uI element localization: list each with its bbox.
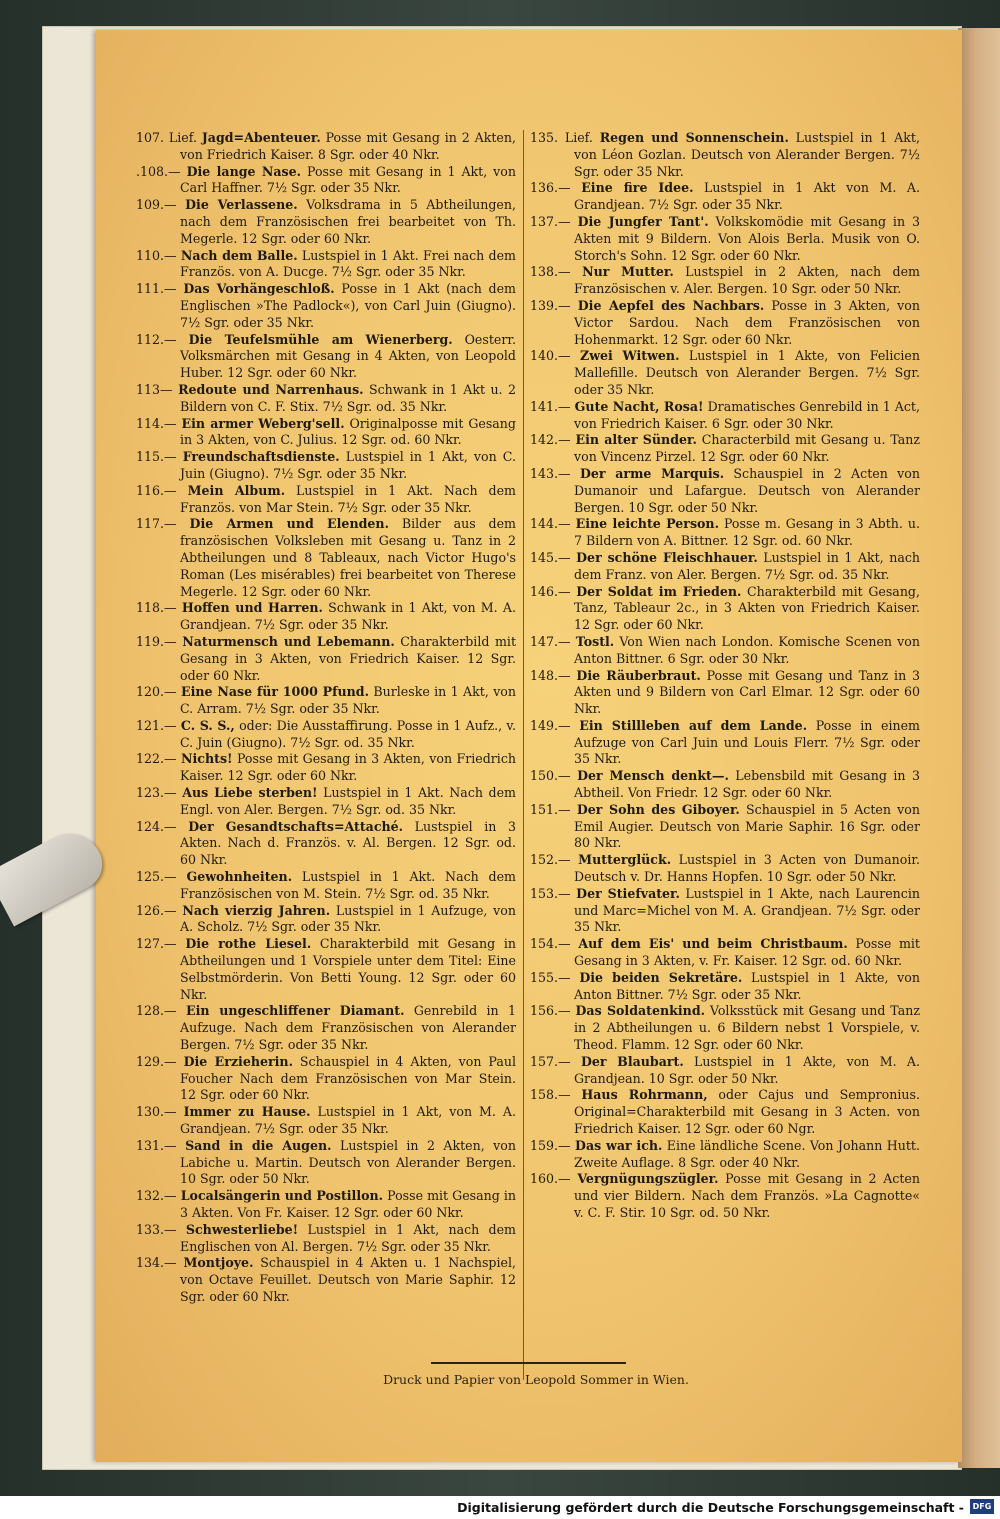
entry-title: Der Mensch denkt—.	[577, 768, 729, 784]
entry-title: Freundschaftsdienste.	[182, 449, 340, 465]
entry-description: Lustspiel in 3 Akten. Nach d. Französ. v. Al. Bergen. 12 Sgr. od. 60 Nkr.	[180, 818, 516, 868]
entry-title: Ein ungeschliffener Diamant.	[186, 1003, 405, 1019]
entry-title: Der Soldat im Frieden.	[576, 583, 742, 599]
entry-title: Die Teufelsmühle am Wienerberg.	[188, 331, 453, 347]
entry-title: Nur Mutter.	[582, 264, 674, 280]
entry-description: Von Wien nach London. Komische Scenen von Anton Bittner. 6 Sgr. oder 30 Nkr.	[574, 633, 920, 666]
catalog-entry	[530, 718, 920, 768]
entry-description: Lustspiel in 1 Akt. Nach dem Französischen von M. Stein. 7½ Sgr. od. 35 Nkr.	[180, 869, 516, 901]
entry-description: Lustspiel in 1 Akt. Nach dem Engl. von Aler. Bergen. 7½ Sgr. od. 35 Nkr.	[180, 785, 516, 817]
entry-description: Oesterr. Volksmärchen mit Gesang in 4 Akten, von Leopold Huber. 12 Sgr. oder 60 Nkr.	[180, 331, 517, 381]
catalog-entry	[136, 516, 516, 600]
entry-number: 126.—	[136, 902, 177, 918]
entry-number: 141.—	[530, 398, 571, 414]
catalog-entry	[136, 248, 516, 282]
entry-number: 153.—	[530, 885, 571, 901]
entry-description: Genrebild in 1 Aufzuge. Nach dem Französischen von Alerander Bergen. 7½ Sgr. oder 35 Nkr.	[180, 1003, 516, 1053]
entry-description: Posse mit Gesang in 1 Akt, von Carl Haffner. 7½ Sgr. oder 35 Nkr.	[180, 163, 516, 196]
catalog-entry	[530, 516, 920, 550]
catalog-entry	[136, 130, 516, 164]
entry-description: Lustspiel in 1 Akte, von M. A. Grandjean. 10 Sgr. oder 50 Nkr.	[574, 1053, 920, 1086]
entry-title: Vergnügungszügler.	[577, 1171, 719, 1187]
entry-title: Aus Liebe sterben!	[182, 785, 318, 801]
entry-number: 130.—	[136, 1104, 177, 1120]
entry-number: 111.—	[136, 281, 177, 297]
entry-description: Lustspiel in 2 Akten, von Labiche u. Martin. Deutsch von Alerander Bergen. 10 Sgr. oder 50 Nkr.	[180, 1137, 516, 1187]
entry-title: Haus Rohrmann,	[581, 1087, 708, 1103]
entry-number: 144.—	[530, 516, 571, 532]
entry-title: Der Stiefvater.	[576, 885, 680, 901]
entry-description: Posse mit Gesang in 2 Acten und vier Bildern. Nach dem Französ. »La Cagnotte« v. C. F. Stir. 10 Sgr. od. 50 Nkr.	[574, 1171, 920, 1220]
entry-number: 149.—	[530, 717, 571, 733]
entry-number: 157.—	[530, 1053, 571, 1069]
catalog-entry	[136, 600, 516, 634]
catalog-entry	[530, 298, 920, 348]
catalog-entry	[136, 634, 516, 684]
entry-number: 117.—	[136, 516, 177, 532]
catalog-entry	[136, 281, 516, 331]
catalog-entry	[136, 903, 516, 937]
entry-description: Lustspiel in 1 Aufzuge, von A. Scholz. 7½ Sgr. oder 35 Nkr.	[180, 902, 516, 935]
entry-title: Nach vierzig Jahren.	[182, 902, 331, 918]
entry-title: Die Aepfel des Nachbars.	[577, 297, 765, 313]
entry-title: Die Erzieherin.	[183, 1053, 293, 1069]
entry-description: Lustspiel in 1 Akt von M. A. Grandjean. 7½ Sgr. oder 35 Nkr.	[574, 180, 920, 213]
catalog-entry	[136, 751, 516, 785]
entry-description: Lustspiel in 1 Akt, nach dem Franz. von Aler. Bergen. 7½ Sgr. od. 35 Nkr.	[574, 549, 920, 582]
entry-title: Mutterglück.	[578, 852, 672, 868]
entry-title: Localsängerin und Postillon.	[180, 1188, 384, 1204]
catalog-entry	[136, 416, 516, 450]
entry-description: Posse in einem Aufzuge von Carl Juin und Louis Flerr. 7½ Sgr. oder 35 Nkr.	[574, 717, 920, 767]
entry-number: 140.—	[530, 348, 571, 364]
entry-description: Lustspiel in 3 Acten von Dumanoir. Deutsch v. Dr. Hanns Hopfen. 10 Sgr. oder 50 Nkr.	[574, 852, 920, 885]
catalog-entry	[136, 332, 516, 382]
catalog-entry	[530, 180, 920, 214]
entry-title: Auf dem Eis' und beim Christbaum.	[578, 936, 848, 952]
entry-title: Eine Nase für 1000 Pfund.	[181, 684, 369, 700]
entry-title: Schwesterliebe!	[185, 1221, 299, 1237]
entry-description: Lustspiel in 1 Akte, nach Laurencin und Marc=Michel von M. A. Grandjean. 7½ Sgr. oder 35 Nkr.	[574, 885, 920, 935]
entry-description: Schauspiel in 4 Akten, von Paul Foucher Nach dem Französischen von Mar Stein. 12 Sgr. oder 60 Nkr.	[180, 1053, 516, 1103]
catalog-entry	[530, 348, 920, 398]
entry-number: 142.—	[530, 432, 571, 448]
entry-number: 107. Lief.	[136, 130, 197, 145]
entry-number: 152.—	[530, 852, 571, 868]
entry-title: Der Gesandtschafts=Attaché.	[188, 818, 404, 834]
entry-description: Charakterbild mit Gesang, Tanz, Tableaur 2c., in 3 Akten von Friedrich Kaiser. 12 Sgr. oder 60 Nkr.	[574, 583, 920, 633]
entry-description: Charakterbild mit Gesang in Abtheilungen und 1 Vorspiele unter dem Titel: Eine Selbstmörderin. Von Betti Young. 12 Sgr. oder 60 Nkr.	[180, 936, 516, 1002]
entry-title: Der schöne Fleischhauer.	[576, 549, 758, 565]
catalog-entry	[530, 1054, 920, 1088]
dfg-logo: DFG	[970, 1499, 994, 1514]
catalog-entry	[136, 1255, 516, 1305]
catalog-entry	[136, 936, 516, 1003]
entry-number: 136.—	[530, 180, 571, 196]
entry-number: 134.—	[136, 1255, 177, 1271]
entry-description: oder: Die Ausstaffirung. Posse in 1 Aufz., v. C. Juin (Giugno). 7½ Sgr. od. 35 Nkr.	[180, 717, 516, 750]
entry-description: Schauspiel in 4 Akten u. 1 Nachspiel, von Octave Feuillet. Deutsch von Marie Saphir. 12 Sgr. oder 60 Nkr.	[180, 1255, 516, 1304]
entry-number: 159.—	[530, 1137, 571, 1153]
entry-title: Die lange Nase.	[186, 163, 302, 179]
catalog-entry	[530, 130, 920, 180]
entry-number: 124.—	[136, 818, 177, 834]
entry-description: Eine ländliche Scene. Von Johann Hutt. Zweite Auflage. 8 Sgr. oder 40 Nkr.	[574, 1137, 920, 1170]
catalog-entry	[530, 802, 920, 852]
entry-title: Die Armen und Elenden.	[189, 516, 389, 532]
entry-number: 150.—	[530, 768, 571, 784]
entry-number: 138.—	[530, 264, 571, 280]
catalog-entry	[530, 936, 920, 970]
entry-number: 133.—	[136, 1221, 177, 1237]
entry-description: oder Cajus und Sempronius. Original=Charakterbild mit Gesang in 3 Acten. von Friedrich Kaiser. 12 Sgr. oder 60 Ngr.	[574, 1087, 920, 1137]
entry-number: 156.—	[530, 1003, 571, 1019]
entry-description: Lebensbild mit Gesang in 3 Abtheil. Von Friedr. 12 Sgr. oder 60 Nkr.	[574, 768, 920, 801]
entry-description: Posse in 1 Akt (nach dem Englischen »The Padlock«), von Carl Juin (Giugno). 7½ Sgr. oder 35 Nkr.	[180, 281, 516, 330]
entry-number: 145.—	[530, 549, 571, 565]
entry-number: 128.—	[136, 1003, 177, 1019]
catalog-entry	[530, 214, 920, 264]
left-column	[136, 130, 516, 1306]
entry-number: 148.—	[530, 667, 571, 683]
entry-number: 118.—	[136, 600, 177, 616]
entry-description: Volkskomödie mit Gesang in 3 Akten mit 9 Bildern. Von Alois Berla. Musik von O. Storch's Sohn. 12 Sgr. oder 60 Nkr.	[574, 213, 921, 263]
entry-description: Lustspiel in 1 Akt, nach dem Englischen von Al. Bergen. 7½ Sgr. oder 35 Nkr.	[180, 1221, 516, 1254]
catalog-entry	[136, 684, 516, 718]
catalog-entry	[136, 785, 516, 819]
catalog-entry	[136, 869, 516, 903]
printer-imprint: Druck und Papier von Leopold Sommer in Wien.	[383, 1372, 689, 1387]
entry-number: 129.—	[136, 1053, 177, 1069]
catalog-entry	[530, 768, 920, 802]
entry-number: 119.—	[136, 633, 177, 649]
entry-title: Nach dem Balle.	[180, 247, 298, 263]
entry-title: Ein armer Weberg'sell.	[181, 415, 345, 431]
entry-number: 115.—	[136, 449, 177, 465]
entry-description: Posse m. Gesang in 3 Abth. u. 7 Bildern von A. Bittner. 12 Sgr. od. 60 Nkr.	[574, 516, 920, 549]
catalog-entry	[530, 399, 920, 433]
entry-title: Tostl.	[575, 633, 615, 649]
entry-description: Schwank in 1 Akt u. 2 Bildern von C. F. Stix. 7½ Sgr. od. 35 Nkr.	[180, 381, 516, 414]
entry-title: Regen und Sonnenschein.	[599, 130, 789, 145]
entry-number: 127.—	[136, 936, 177, 952]
catalog-entry	[136, 382, 516, 416]
catalog-entry	[136, 1104, 516, 1138]
entry-title: Die beiden Sekretäre.	[579, 969, 743, 985]
entry-number: 160.—	[530, 1171, 571, 1187]
entry-title: Hoffen und Harren.	[181, 600, 323, 616]
entry-number: 155.—	[530, 969, 571, 985]
entry-number: 131.—	[136, 1137, 177, 1153]
entry-description: Posse mit Gesang in 3 Akten. Von Fr. Kaiser. 12 Sgr. oder 60 Nkr.	[180, 1188, 516, 1220]
entry-title: Gewohnheiten.	[186, 869, 293, 885]
entry-description: Posse in 3 Akten, von Victor Sardou. Nach dem Französischen von Hohenmarkt. 12 Sgr. oder 60 Nkr.	[574, 297, 920, 347]
catalog-entry	[530, 466, 920, 516]
entry-title: Die Jungfer Tant'.	[577, 213, 709, 229]
entry-description: Volksdrama in 5 Abtheilungen, nach dem Französischen frei bearbeitet von Th. Megerle. 12 Sgr. oder 60 Nkr.	[180, 197, 516, 246]
entry-description: Dramatisches Genrebild in 1 Act, von Friedrich Kaiser. 6 Sgr. oder 30 Nkr.	[574, 398, 920, 431]
entry-title: C. S. S.,	[180, 717, 235, 733]
entry-description: Posse mit Gesang in 3 Akten, von Friedrich Kaiser. 12 Sgr. oder 60 Nkr.	[180, 751, 516, 784]
column-divider	[523, 130, 524, 1380]
catalog-page	[96, 30, 962, 1462]
entry-description: Characterbild mit Gesang u. Tanz von Vincenz Pirzel. 12 Sgr. oder 60 Nkr.	[574, 432, 921, 465]
entry-number: 135. Lief.	[530, 130, 593, 145]
entry-description: Bilder aus dem französischen Volksleben mit Gesang u. Tanz in 2 Abtheilungen und 8 Tableaux, nach Victor Hugo's Roman (Les misérables) frei bearbeitet von Therese Megerle. 12 Sgr. oder 60 Nkr.	[180, 516, 516, 599]
entry-description: Lustspiel in 1 Akt, von M. A. Grandjean. 7½ Sgr. oder 35 Nkr.	[180, 1104, 516, 1137]
entry-description: Lustspiel in 1 Akte, von Anton Bittner. 7½ Sgr. oder 35 Nkr.	[574, 969, 920, 1002]
entry-title: Das Soldatenkind.	[575, 1003, 706, 1019]
entry-description: Lustspiel in 1 Akt, von Léon Gozlan. Deutsch von Alerander Bergen. 7½ Sgr. oder 35 Nkr.	[574, 130, 920, 179]
catalog-entry	[530, 634, 920, 668]
entry-description: Lustspiel in 1 Akt, von C. Juin (Giugno). 7½ Sgr. oder 35 Nkr.	[180, 449, 516, 481]
entry-number: 137.—	[530, 213, 571, 229]
catalog-entry	[136, 1222, 516, 1256]
catalog-entry	[530, 668, 920, 718]
catalog-entry	[530, 264, 920, 298]
entry-description: Lustspiel in 1 Akt. Frei nach dem Französ. von A. Ducge. 7½ Sgr. oder 35 Nkr.	[180, 247, 516, 280]
entry-title: Immer zu Hause.	[183, 1104, 311, 1120]
entry-title: Die Räuberbraut.	[576, 667, 701, 683]
entry-number: 109.—	[136, 197, 177, 213]
entry-description: Volksstück mit Gesang und Tanz in 2 Abtheilungen u. 6 Bildern nebst 1 Vorspiele, v. Theod. Flamm. 12 Sgr. oder 60 Nkr.	[574, 1003, 920, 1053]
entry-description: Burleske in 1 Akt, von C. Arram. 7½ Sgr. oder 35 Nkr.	[180, 684, 516, 717]
entry-number: 154.—	[530, 936, 571, 952]
entry-number: 125.—	[136, 869, 177, 885]
entry-number: 113—	[136, 381, 173, 397]
entry-title: Ein alter Sünder.	[575, 432, 697, 448]
entry-number: 120.—	[136, 684, 177, 700]
entry-title: Mein Album.	[187, 482, 286, 498]
entry-title: Der Sohn des Giboyer.	[576, 801, 740, 817]
entry-number: 143.—	[530, 465, 571, 481]
catalog-entry	[530, 550, 920, 584]
entry-number: 114.—	[136, 415, 177, 431]
entry-number: 122.—	[136, 751, 177, 767]
entry-number: 123.—	[136, 785, 177, 801]
footer-rule	[431, 1362, 626, 1364]
entry-description: Schwank in 1 Akt, von M. A. Grandjean. 7½ Sgr. oder 35 Nkr.	[180, 600, 517, 633]
entry-description: Schauspiel in 5 Acten von Emil Augier. Deutsch von Marie Saphir. 16 Sgr. oder 80 Nkr.	[574, 801, 920, 851]
entry-title: Der arme Marquis.	[579, 465, 725, 481]
entry-number: 139.—	[530, 297, 571, 313]
entry-number: 112.—	[136, 331, 177, 347]
entry-description: Lustspiel in 1 Akte, von Felicien Mallefille. Deutsch von Alerander Bergen. 7½ Sgr. oder 35 Nkr.	[574, 348, 920, 397]
entry-number: 132.—	[136, 1188, 177, 1204]
catalog-entry	[136, 819, 516, 869]
catalog-entry	[136, 197, 516, 247]
entry-description: Lustspiel in 2 Akten, nach dem Französischen v. Aler. Bergen. 10 Sgr. oder 50 Nkr.	[574, 264, 920, 297]
right-column	[530, 130, 920, 1222]
entry-title: Der Blaubart.	[580, 1053, 684, 1069]
entry-title: Zwei Witwen.	[580, 348, 680, 364]
entry-title: Das war ich.	[575, 1137, 663, 1153]
catalog-entry	[136, 164, 516, 198]
entry-title: Gute Nacht, Rosa!	[574, 398, 704, 414]
entry-description: Posse mit Gesang in 3 Akten, v. Fr. Kaiser. 12 Sgr. od. 60 Nkr.	[574, 936, 920, 969]
catalog-entry	[530, 584, 920, 634]
entry-title: Jagd=Abenteuer.	[201, 130, 321, 145]
book-edge	[958, 28, 1000, 1468]
entry-number: 116.—	[136, 482, 177, 498]
entry-title: Die Verlassene.	[185, 197, 298, 213]
entry-title: Redoute und Narrenhaus.	[178, 381, 364, 397]
entry-title: Montjoye.	[183, 1255, 254, 1271]
entry-title: Das Vorhängeschloß.	[183, 281, 335, 297]
entry-title: Naturmensch und Lebemann.	[182, 633, 395, 649]
catalog-entry	[530, 886, 920, 936]
entry-description: Originalposse mit Gesang in 3 Akten, von C. Julius. 12 Sgr. od. 60 Nkr.	[180, 415, 516, 448]
entry-title: Ein Stillleben auf dem Lande.	[579, 717, 808, 733]
entry-description: Lustspiel in 1 Akt. Nach dem Französ. von Mar Stein. 7½ Sgr. oder 35 Nkr.	[180, 482, 516, 515]
entry-number: 147.—	[530, 633, 571, 649]
catalog-entry	[530, 1138, 920, 1172]
entry-title: Eine leichte Person.	[575, 516, 719, 532]
entry-title: Sand in die Augen.	[185, 1137, 332, 1153]
catalog-entry	[530, 1087, 920, 1137]
entry-title: Eine fire Idee.	[581, 180, 694, 196]
entry-number: 146.—	[530, 583, 571, 599]
catalog-entry	[530, 1171, 920, 1221]
catalog-entry	[136, 449, 516, 483]
entry-description: Charakterbild mit Gesang in 3 Akten, von Friedrich Kaiser. 12 Sgr. oder 60 Nkr.	[180, 633, 517, 683]
catalog-entry	[530, 970, 920, 1004]
catalog-entry	[136, 1138, 516, 1188]
entry-description: Schauspiel in 2 Acten von Dumanoir und Lafargue. Deutsch von Alerander Bergen. 10 Sgr. oder 50 Nkr.	[574, 465, 920, 515]
catalog-entry	[530, 852, 920, 886]
entry-number: 158.—	[530, 1087, 571, 1103]
entry-number: .108.—	[136, 163, 181, 179]
catalog-entry	[136, 1003, 516, 1053]
catalog-entry	[136, 1054, 516, 1104]
entry-description: Posse mit Gesang in 2 Akten, von Friedrich Kaiser. 8 Sgr. oder 40 Nkr.	[180, 130, 516, 162]
catalog-entry	[136, 483, 516, 517]
catalog-entry	[136, 1188, 516, 1222]
entry-title: Die rothe Liesel.	[185, 936, 312, 952]
catalog-entry	[530, 1003, 920, 1053]
entry-number: 121.—	[136, 717, 177, 733]
catalog-entry	[530, 432, 920, 466]
entry-title: Nichts!	[181, 751, 233, 767]
catalog-entry	[136, 718, 516, 752]
entry-description: Posse mit Gesang und Tanz in 3 Akten und 9 Bildern von Carl Elmar. 12 Sgr. oder 60 Nkr.	[574, 667, 920, 717]
entry-number: 110.—	[136, 247, 177, 263]
entry-number: 151.—	[530, 801, 571, 817]
funding-credit: Digitalisierung gefördert durch die Deutsche Forschungsgemeinschaft -	[457, 1500, 964, 1515]
